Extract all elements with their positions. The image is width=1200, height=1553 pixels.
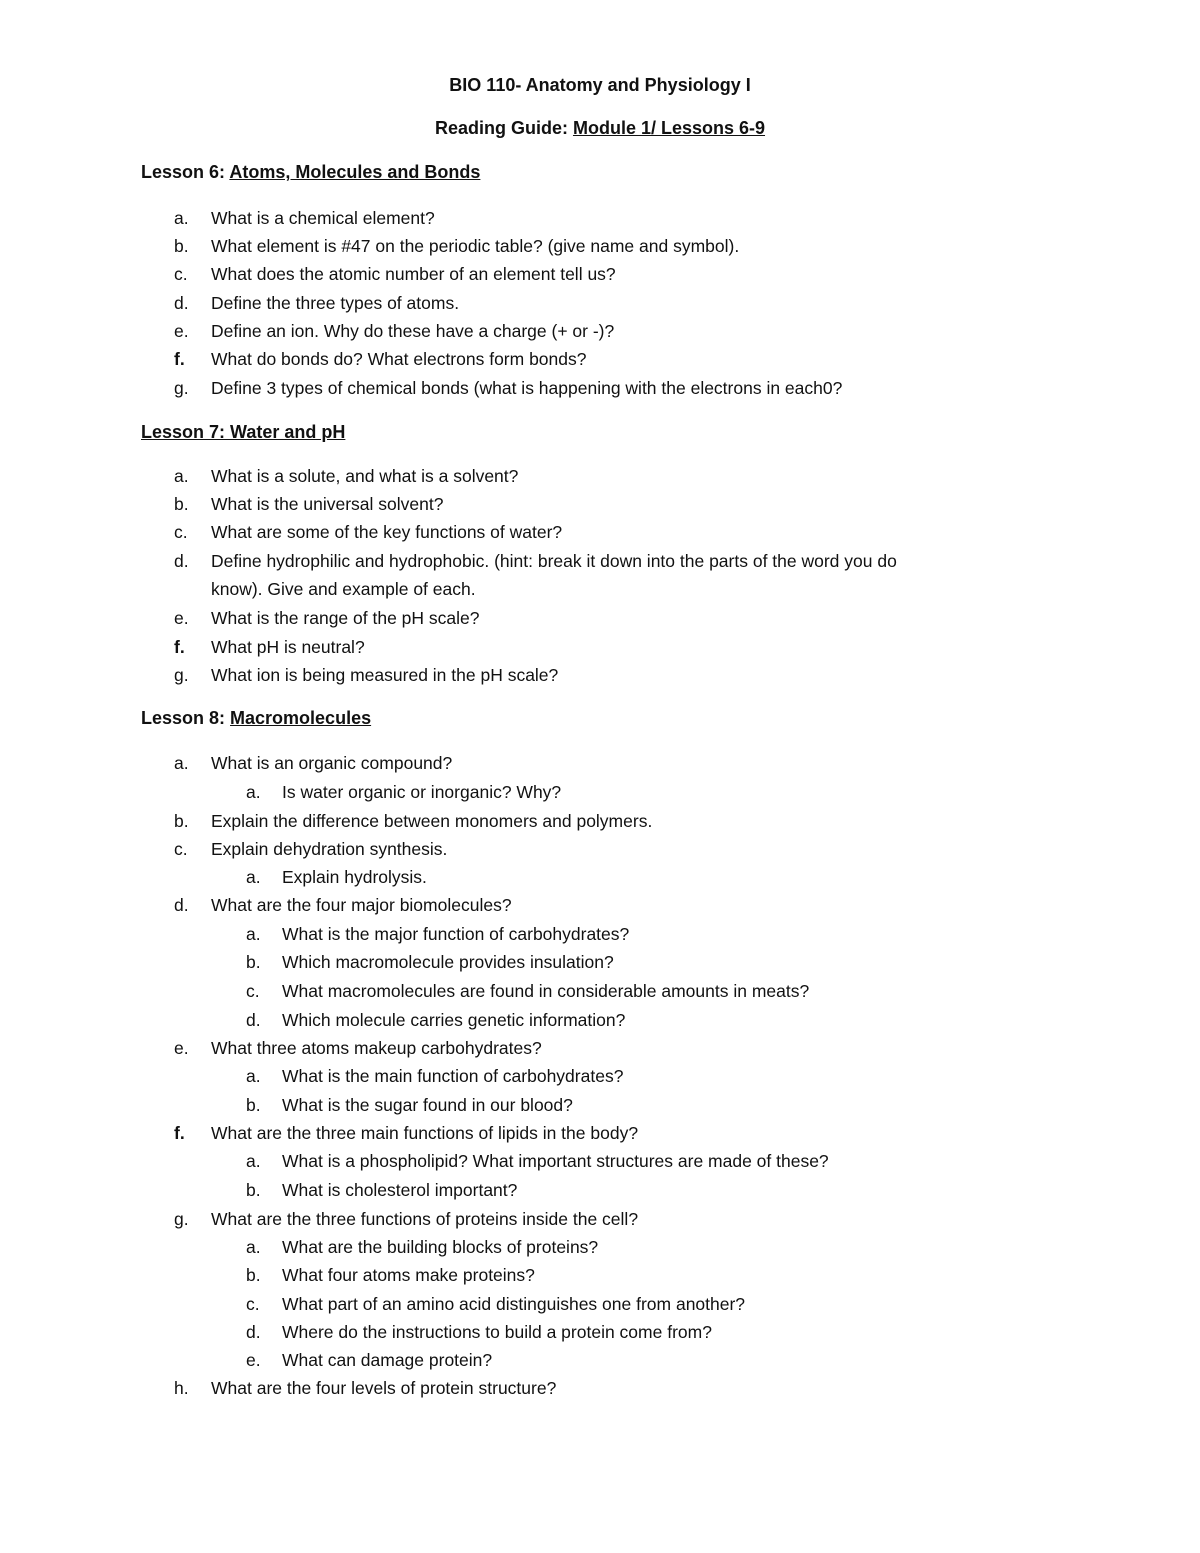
- sub-list-item-label: a.: [246, 1066, 261, 1086]
- list-item-text: What are some of the key functions of water?: [211, 522, 563, 542]
- sub-list-item-text: What four atoms make proteins?: [282, 1265, 535, 1285]
- list-item-text: Explain the difference between monomers and polymers.: [211, 811, 653, 831]
- lesson-7-heading: [141, 421, 345, 443]
- course-title: BIO 110- Anatomy and Physiology I: [449, 75, 751, 95]
- sub-list-item-text: What is cholesterol important?: [282, 1180, 518, 1200]
- sub-list-item-label: c.: [246, 981, 260, 1001]
- list-item-text: What is the range of the pH scale?: [211, 608, 480, 628]
- sub-list-item-text: What macromolecules are found in considerable amounts in meats?: [282, 981, 810, 1001]
- list-item-label: b.: [174, 236, 189, 256]
- list-item-label: c.: [174, 839, 188, 859]
- sub-list-item-text: What is the major function of carbohydrates?: [282, 924, 630, 944]
- reading-guide-module: Module 1/ Lessons 6-9: [572, 118, 766, 138]
- lesson-6-heading-prefix: Lesson 6:: [141, 162, 230, 182]
- list-item-label: d.: [174, 895, 189, 915]
- list-item-text: What is a chemical element?: [211, 208, 435, 228]
- sub-list-item-text: What are the building blocks of proteins?: [282, 1237, 599, 1257]
- list-item-text: Explain dehydration synthesis.: [211, 839, 448, 859]
- sub-list-item-label: b.: [246, 952, 261, 972]
- list-item-text: What is an organic compound?: [211, 753, 453, 773]
- list-item-text: What do bonds do? What electrons form bonds?: [211, 349, 587, 369]
- sub-list-item-text: What part of an amino acid distinguishes one from another?: [282, 1294, 746, 1314]
- sub-list-item-label: e.: [246, 1350, 261, 1370]
- list-item-text: What is the universal solvent?: [211, 494, 444, 514]
- list-item-text: Define an ion. Why do these have a charge (+ or -)?: [211, 321, 615, 341]
- list-item-label: e.: [174, 321, 189, 341]
- list-item-label: g.: [174, 1209, 189, 1229]
- sub-list-item-label: c.: [246, 1294, 260, 1314]
- list-item-label: d.: [174, 293, 189, 313]
- sub-list-item-text: What is the sugar found in our blood?: [282, 1095, 573, 1115]
- lesson-7-heading-text: Lesson 7: Water and pH: [141, 422, 346, 442]
- lesson-6-heading-topic: Atoms, Molecules and Bonds: [229, 162, 481, 182]
- list-item-text: know). Give and example of each.: [211, 579, 476, 599]
- reading-guide-prefix: Reading Guide:: [434, 118, 573, 138]
- lesson-8-heading-topic: Macromolecules: [230, 708, 372, 728]
- list-item-label: b.: [174, 494, 189, 514]
- list-item-text: Define the three types of atoms.: [211, 293, 460, 313]
- list-item-label: e.: [174, 1038, 189, 1058]
- sub-list-item-text: Is water organic or inorganic? Why?: [282, 782, 562, 802]
- list-item-text: What does the atomic number of an element tell us?: [211, 264, 616, 284]
- sub-list-item-label: a.: [246, 1237, 261, 1257]
- list-item-text: What pH is neutral?: [211, 637, 365, 657]
- list-item-label: g.: [174, 378, 189, 398]
- list-item-text: Define 3 types of chemical bonds (what is happening with the electrons in each0?: [211, 378, 843, 398]
- list-item-text: What are the three main functions of lipids in the body?: [211, 1123, 639, 1143]
- list-item-text: What three atoms makeup carbohydrates?: [211, 1038, 542, 1058]
- sub-list-item-text: Which macromolecule provides insulation?: [282, 952, 614, 972]
- list-item-label: a.: [174, 753, 189, 773]
- sub-list-item-text: Where do the instructions to build a protein come from?: [282, 1322, 712, 1342]
- sub-list-item-text: What is the main function of carbohydrates?: [282, 1066, 624, 1086]
- list-item-label: g.: [174, 665, 189, 685]
- sub-list-item-label: b.: [246, 1095, 261, 1115]
- list-item-text: What element is #47 on the periodic table? (give name and symbol).: [211, 236, 740, 256]
- list-item-label: h.: [174, 1378, 189, 1398]
- reading-guide-title: [0, 117, 1200, 139]
- sub-list-item-text: What can damage protein?: [282, 1350, 493, 1370]
- sub-list-item-text: Which molecule carries genetic information?: [282, 1010, 626, 1030]
- list-item-label: c.: [174, 522, 188, 542]
- list-item-text: What is a solute, and what is a solvent?: [211, 466, 519, 486]
- list-item-text: What are the three functions of proteins inside the cell?: [211, 1209, 639, 1229]
- list-item-label: f.: [174, 637, 185, 657]
- sub-list-item-label: a.: [246, 1151, 261, 1171]
- lesson-8-heading: [141, 707, 371, 729]
- list-item-label: f.: [174, 349, 185, 369]
- list-item-label: c.: [174, 264, 188, 284]
- list-item-label: b.: [174, 811, 189, 831]
- sub-list-item-label: a.: [246, 867, 261, 887]
- list-item-label: a.: [174, 208, 189, 228]
- list-item-label: d.: [174, 551, 189, 571]
- sub-list-item-text: What is a phospholipid? What important structures are made of these?: [282, 1151, 829, 1171]
- sub-list-item-label: a.: [246, 924, 261, 944]
- sub-list-item-text: Explain hydrolysis.: [282, 867, 427, 887]
- list-item-text: What ion is being measured in the pH scale?: [211, 665, 559, 685]
- lesson-8-heading-prefix: Lesson 8:: [141, 708, 231, 728]
- list-item-label: f.: [174, 1123, 185, 1143]
- list-item-label: e.: [174, 608, 189, 628]
- sub-list-item-label: d.: [246, 1010, 261, 1030]
- sub-list-item-label: b.: [246, 1265, 261, 1285]
- lesson-6-heading: [141, 161, 480, 183]
- sub-list-item-label: d.: [246, 1322, 261, 1342]
- list-item-text: Define hydrophilic and hydrophobic. (hint: break it down into the parts of the word you do: [211, 551, 897, 571]
- sub-list-item-label: b.: [246, 1180, 261, 1200]
- list-item-text: What are the four levels of protein structure?: [211, 1378, 557, 1398]
- sub-list-item-label: a.: [246, 782, 261, 802]
- list-item-text: What are the four major biomolecules?: [211, 895, 512, 915]
- list-item-label: a.: [174, 466, 189, 486]
